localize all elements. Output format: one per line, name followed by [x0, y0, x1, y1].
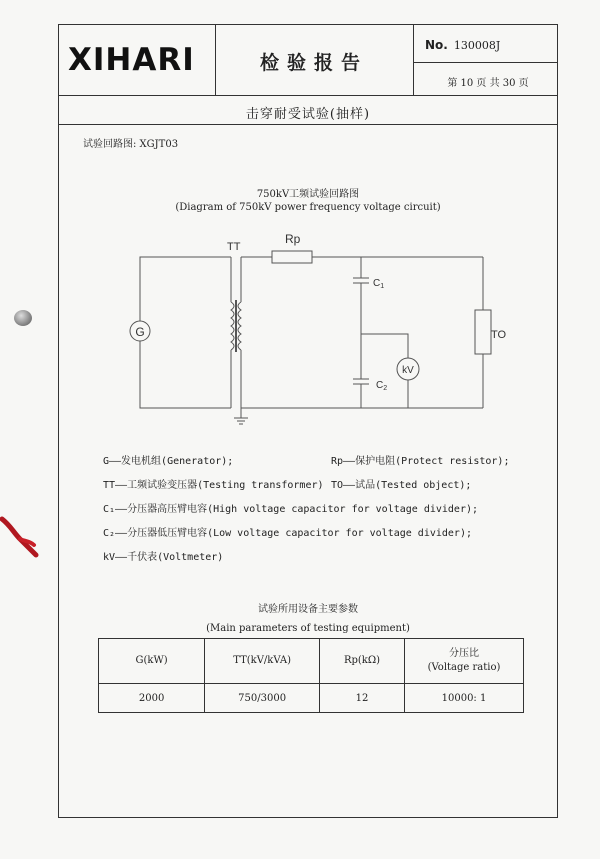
value-rp: 12	[320, 684, 405, 713]
params-value-row	[99, 684, 524, 713]
label-kv: kV	[402, 365, 414, 376]
label-c1-sub: 1	[380, 283, 385, 290]
label-c2-sub: 2	[383, 385, 388, 392]
legend-transformer: TT——工频试验变压器(Testing transformer)	[103, 480, 324, 491]
label-c2-letter: C	[376, 380, 384, 391]
params-title-cn: 试验所用设备主要参数	[258, 604, 358, 615]
diagram-title-cn: 750kV工频试验回路图	[256, 189, 360, 200]
header-tt: TT(kV/kVA)	[205, 639, 320, 684]
label-tt: TT	[227, 241, 241, 253]
params-header-row	[99, 639, 524, 684]
header-ratio-en: (Voltage ratio)	[427, 662, 501, 673]
value-ratio: 10000: 1	[405, 684, 524, 713]
transformer-secondary	[238, 257, 241, 408]
diagram-title-en: (Diagram of 750kV power frequency voltage circuit)	[175, 202, 441, 213]
label-c2	[376, 380, 387, 392]
legend-tested-object: TO——试品(Tested object);	[331, 480, 472, 491]
report-number-label: No.	[425, 38, 448, 52]
label-rp: Rp	[285, 232, 301, 246]
circuit-id: 试验回路图: XGJT03	[83, 139, 179, 150]
legend-c1: C₁——分压器高压臂电容(High voltage capacitor for voltage divider);	[103, 504, 479, 515]
header-rp: Rp(kΩ)	[320, 639, 405, 684]
page-counter: 第 10 页 共 30 页	[447, 78, 529, 89]
label-to: TO	[491, 329, 507, 341]
voltmeter-wire	[361, 334, 408, 358]
legend-resistor: Rp——保护电阻(Protect resistor);	[331, 456, 510, 467]
transformer-primary	[231, 257, 234, 408]
params-table	[98, 638, 524, 713]
test-name: 击穿耐受试验(抽样)	[245, 107, 371, 122]
binding-hole	[14, 310, 32, 326]
params-title-en: (Main parameters of testing equipment)	[206, 623, 410, 634]
company-logo: XIHARI	[68, 42, 195, 78]
label-c1	[373, 278, 384, 290]
value-tt: 750/3000	[205, 684, 320, 713]
value-g: 2000	[99, 684, 205, 713]
tested-object-box	[475, 310, 491, 354]
legend-voltmeter: kV——千伏表(Voltmeter)	[103, 552, 224, 563]
header-ratio-cn: 分压比	[449, 648, 479, 659]
generator-wire	[140, 257, 231, 408]
legend-c2: C₂——分压器低压臂电容(Low voltage capacitor for voltage divider);	[103, 528, 472, 539]
label-c1-letter: C	[373, 278, 381, 289]
header-g: G(kW)	[99, 639, 205, 684]
resistor-rp	[272, 251, 312, 263]
report-number-value: 130008J	[453, 39, 501, 52]
legend-generator: G——发电机组(Generator);	[103, 456, 234, 467]
document-title: 检验报告	[259, 52, 368, 74]
header-ratio	[405, 639, 524, 684]
label-g: G	[135, 325, 145, 339]
binding-string	[0, 515, 40, 560]
